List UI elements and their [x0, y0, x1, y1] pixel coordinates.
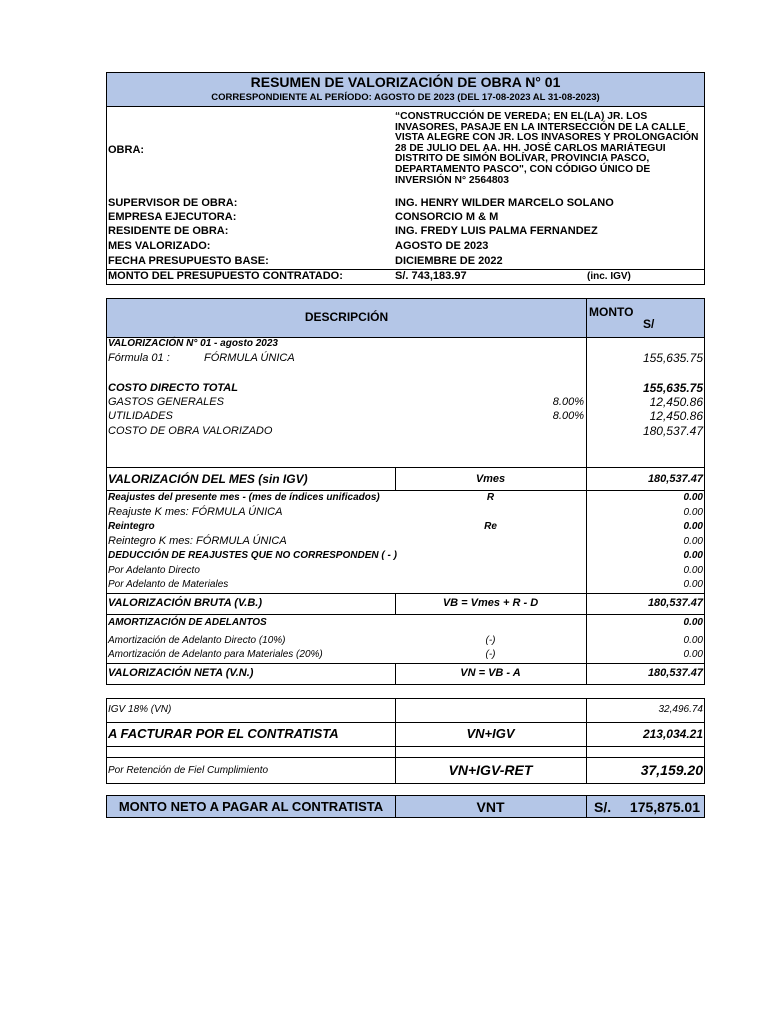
- reintegro-k-label: Reintegro K mes: FÓRMULA ÚNICA: [108, 535, 287, 547]
- retencion-code: VN+IGV-RET: [448, 762, 533, 778]
- amort-directo-value: 0.00: [683, 635, 703, 646]
- utilidades-label: UTILIDADES: [108, 410, 173, 422]
- adelanto-directo-label: Por Adelanto Directo: [108, 565, 200, 576]
- facturar-label: A FACTURAR POR EL CONTRATISTA: [108, 726, 339, 741]
- amort-value: 0.00: [683, 617, 703, 628]
- header-info-block: [106, 72, 705, 285]
- vmes-code: Vmes: [475, 473, 506, 485]
- vb-label: VALORIZACIÓN BRUTA (V.B.): [108, 597, 262, 609]
- amort-directo-code: (-): [485, 635, 496, 646]
- costo-directo-label: COSTO DIRECTO TOTAL: [108, 382, 238, 394]
- supervisor-label: SUPERVISOR DE OBRA:: [108, 197, 238, 209]
- vn-label: VALORIZACIÓN NETA (V.N.): [108, 667, 254, 679]
- monto-header: MONTO: [589, 305, 634, 319]
- adelanto-directo-value: 0.00: [683, 565, 703, 576]
- period-subtitle: CORRESPONDIENTE AL PERÍODO: AGOSTO DE 2023 (DEL 17-08-2023 AL 31-08-2023): [211, 92, 600, 103]
- valorizacion-title: VALORIZACIÓN N° 01 - agosto 2023: [108, 338, 278, 349]
- monto-note: (inc. IGV): [587, 271, 631, 282]
- formula-label: Fórmula 01 :: [108, 352, 170, 364]
- obra-label: OBRA:: [108, 144, 145, 156]
- igv-label: IGV 18% (VN): [108, 704, 172, 715]
- utilidades-value: 12,450.86: [649, 409, 703, 423]
- currency-header: S/: [643, 317, 655, 331]
- reajuste-k-label: Reajuste K mes: FÓRMULA ÚNICA: [108, 506, 283, 518]
- facturar-value: 213,034.21: [642, 727, 703, 741]
- costo-obra-label: COSTO DE OBRA VALORIZADO: [108, 425, 273, 437]
- vmes-label: VALORIZACIÓN DEL MES (sin IGV): [108, 472, 308, 486]
- page-title: RESUMEN DE VALORIZACIÓN DE OBRA N° 01: [250, 74, 561, 90]
- vb-value: 180,537.47: [647, 597, 703, 609]
- summary-block: [106, 698, 705, 784]
- neto-code: VNT: [476, 799, 505, 815]
- desc-header: DESCRIPCIÓN: [304, 310, 389, 324]
- detail-table: [106, 298, 705, 685]
- mes-value: AGOSTO DE 2023: [395, 240, 489, 252]
- costo-obra-value: 180,537.47: [642, 424, 703, 438]
- vn-code: VN = VB - A: [460, 667, 521, 679]
- empresa-value: CONSORCIO M & M: [395, 211, 499, 223]
- reintegro-code: Re: [484, 521, 497, 532]
- adelanto-materiales-value: 0.00: [683, 579, 703, 590]
- amort-mat-value: 0.00: [683, 649, 703, 660]
- neto-block: [106, 795, 705, 818]
- facturar-code: VN+IGV: [466, 726, 515, 741]
- mes-label: MES VALORIZADO:: [108, 240, 211, 252]
- adelanto-materiales-label: Por Adelanto de Materiales: [108, 579, 229, 590]
- amort-directo-label: Amortización de Adelanto Directo (10%): [108, 635, 286, 646]
- gastos-value: 12,450.86: [649, 395, 703, 409]
- residente-value: ING. FREDY LUIS PALMA FERNANDEZ: [395, 225, 598, 237]
- neto-value: 175,875.01: [629, 799, 700, 815]
- deduccion-value: 0.00: [683, 550, 703, 561]
- amort-label: AMORTIZACIÓN DE ADELANTOS: [108, 617, 267, 628]
- deduccion-label: DEDUCCIÓN DE REAJUSTES QUE NO CORRESPONDEN ( - ): [108, 550, 397, 561]
- reintegro-k-value: 0.00: [683, 536, 703, 547]
- fecha-value: DICIEMBRE DE 2022: [395, 255, 503, 267]
- utilidades-pct: 8.00%: [552, 410, 584, 422]
- igv-value: 32,496.74: [658, 704, 703, 715]
- empresa-label: EMPRESA EJECUTORA:: [108, 211, 237, 223]
- reintegro-value: 0.00: [683, 521, 703, 532]
- monto-label: MONTO DEL PRESUPUESTO CONTRATADO:: [108, 270, 343, 282]
- reintegro-label: Reintegro: [108, 521, 155, 532]
- residente-label: RESIDENTE DE OBRA:: [108, 225, 229, 237]
- neto-label: MONTO NETO A PAGAR AL CONTRATISTA: [118, 799, 384, 814]
- costo-directo-value: 155,635.75: [642, 381, 703, 395]
- gastos-label: GASTOS GENERALES: [108, 396, 224, 408]
- supervisor-value: ING. HENRY WILDER MARCELO SOLANO: [395, 197, 614, 209]
- reajustes-code: R: [486, 492, 495, 503]
- vb-code: VB = Vmes + R - D: [442, 597, 539, 609]
- fecha-label: FECHA PRESUPUESTO BASE:: [108, 255, 269, 267]
- reajustes-label: Reajustes del presente mes - (mes de índices unificados): [108, 492, 380, 503]
- retencion-label: Por Retención de Fiel Cumplimiento: [108, 765, 269, 776]
- vmes-value: 180,537.47: [647, 473, 703, 485]
- amort-mat-label: Amortización de Adelanto para Materiales (20%): [108, 649, 323, 660]
- vn-value: 180,537.47: [647, 667, 703, 679]
- reajustes-value: 0.00: [683, 492, 703, 503]
- obra-description: “CONSTRUCCIÓN DE VEREDA; EN EL(LA) JR. LOS INVASORES, PASAJE EN LA INTERSECCIÓN DE LA CALLE VISTA ALEGRE CON JR. LOS INVASORES Y PROLONGACIÓN 28 DE JULIO DEL AA. HH. JOSÉ CARLOS MARIÁTEGUI DISTRITO DE SIMÓN BOLÍVAR, PROVINCIA PASCO, DEPARTAMENTO PASCO", CON CÓDIGO ÚNICO DE INVERSIÓN N° 2564803: [395, 111, 699, 186]
- neto-currency: S/.: [594, 799, 612, 815]
- gastos-pct: 8.00%: [552, 396, 584, 408]
- formula-name: FÓRMULA ÚNICA: [204, 352, 295, 364]
- retencion-value: 37,159.20: [640, 762, 703, 778]
- reajuste-k-value: 0.00: [683, 507, 703, 518]
- formula-value: 155,635.75: [642, 351, 703, 365]
- monto-value: S/. 743,183.97: [395, 270, 467, 282]
- amort-mat-code: (-): [485, 649, 496, 660]
